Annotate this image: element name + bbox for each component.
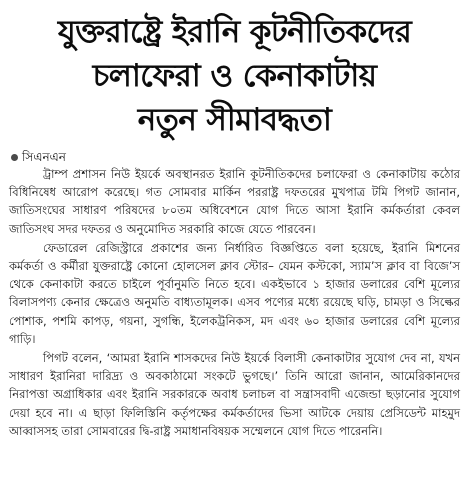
article-body (9, 165, 460, 440)
headline-line-3: নতুন সীমাবদ্ধতা (137, 102, 332, 138)
article-paragraph-3: পিগট বলেন, ‘আমরা ইরানি শাসকদের নিউ ইয়র্কে বিলাসী কেনাকাটার সুযোগ দেব না, যখন সাধারণ ইরানিরা দারিদ্র্য ও অবকাঠামো সংকটে ভুগছে।’ তিনি আরো জানান, আমেরিকানদের নিরাপত্তা অগ্রাধিকার এবং ইরানি সরকারকে অবাধ চলাচল বা সন্ত্রাসবাদী এজেন্ডা ছড়ানোর সুযোগ দেয়া হবে না। এ ছাড়া ফিলিস্তিনি কর্তৃপক্ষের কর্মকর্তাদের ভিসা আটকে দেয়ায় প্রেসিডেন্ট মাহমুদ আব্বাসসহ তারা সোমবারের দ্বি-রাষ্ট্র সমাধানবিষয়ক সম্মেলনে যোগ দিতে পারেননি। (9, 351, 460, 438)
byline-source: সিএনএন (22, 150, 66, 164)
article-paragraph-2: ফেডারেল রেজিস্ট্রারে প্রকাশের জন্য নির্ধারিত বিজ্ঞপ্তিতে বলা হয়েছে, ইরানি মিশনের কর্মকর্তা ও কর্মীরা যুক্তরাষ্ট্রে কোনো হোলসেল ক্লাব স্টোর– যেমন কস্টকো, স্যাম’স ক্লাব বা বিজে’স থেকে কেনাকাটা করতে চাইলে পূর্বানুমতি নিতে হবে। একইভাবে ১ হাজার ডলারের বেশি মূল্যের বিলাসপণ্য কেনার ক্ষেত্রেও অনুমতি বাধ্যতামূলক। এসব পণ্যের মধ্যে রয়েছে ঘড়ি, চামড়া ও সিল্কের পোশাক, পশমি কাপড়, গয়না, সুগন্ধি, ইলেকট্রনিকস, মদ এবং ৬০ হাজার ডলারের বেশি মূল্যের গাড়ি। (9, 240, 460, 346)
article-paragraph-1: ট্রাম্প প্রশাসন নিউ ইয়র্কে অবস্থানরত ইরানি কূটনীতিকদের চলাফেরা ও কেনাকাটায় কঠোর বিধিনিষেধ আরোপ করেছে। গত সোমবার মার্কিন পররাষ্ট্র দফতরের মুখপাত্র টমি পিগট জানান, জাতিসংঘের সাধারণ পরিষদের ৮০তম অধিবেশনে যোগ দিতে আসা ইরানি কর্মকর্তারা কেবল জাতিসংঘ সদর দফতর ও অনুমোদিত সরকারি কাজে যেতে পারবেন। (9, 167, 460, 236)
bullet-icon (11, 154, 18, 161)
headline-line-1: যুক্তরাষ্ট্রে ইরানি কূটনীতিকদের (57, 14, 412, 50)
byline (11, 149, 460, 165)
headline (9, 10, 460, 142)
headline-line-2: চলাফেরা ও কেনাকাটায় (92, 58, 377, 94)
